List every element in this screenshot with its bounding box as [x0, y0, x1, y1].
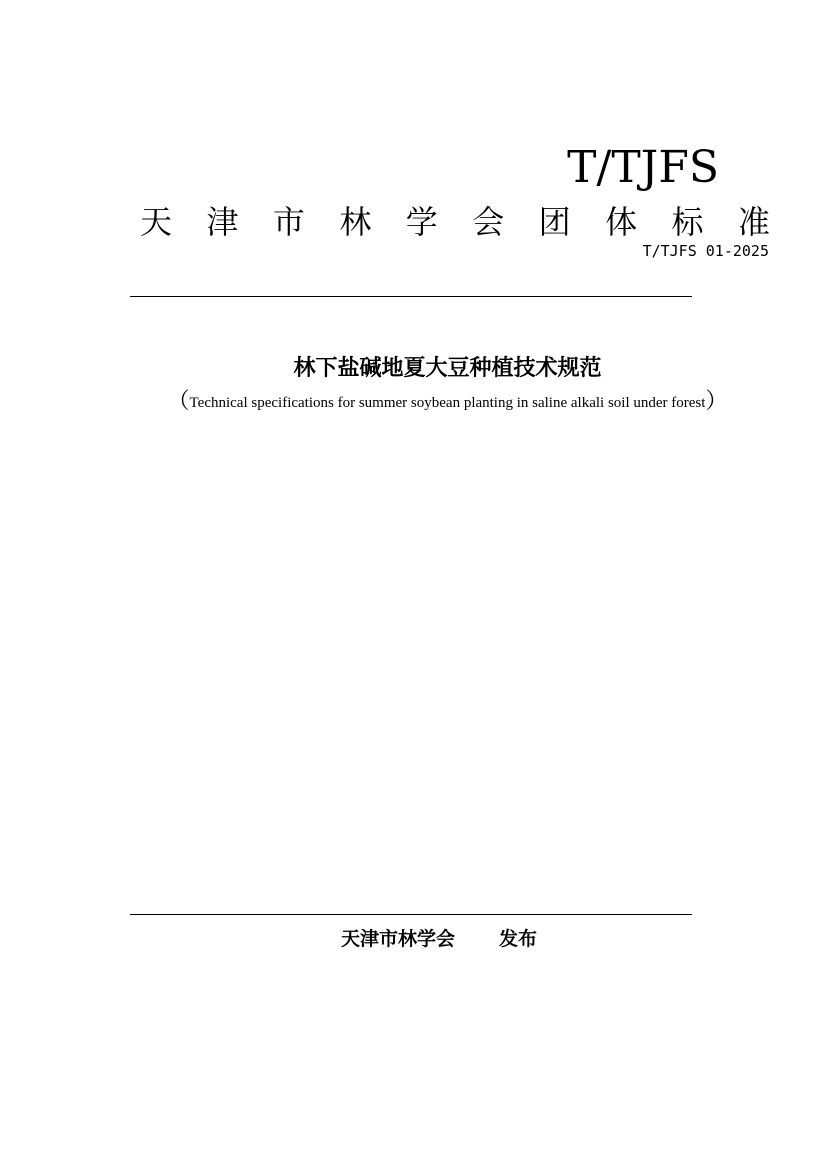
org-title-char: 体 — [605, 203, 638, 241]
document-english-title — [0, 386, 815, 418]
bottom-divider — [130, 914, 692, 915]
org-title-char: 林 — [339, 203, 372, 241]
top-divider — [130, 296, 692, 297]
close-paren: ） — [705, 388, 728, 413]
standard-number: T/TJFS 01-2025 — [642, 242, 769, 260]
org-title-char: 天 — [140, 203, 173, 241]
org-title-char: 会 — [472, 203, 505, 241]
english-title-text: Technical specifications for summer soybean planting in saline alkali soil under forest — [189, 395, 706, 411]
org-title-char: 标 — [671, 203, 704, 241]
open-paren: （ — [167, 388, 190, 413]
org-title-char: 学 — [405, 203, 438, 241]
org-title-char: 团 — [538, 203, 571, 241]
publish-action: 发布 — [499, 928, 538, 950]
publisher-name: 天津市林学会 — [341, 928, 456, 950]
org-title-char: 津 — [206, 203, 239, 241]
publisher-line — [341, 924, 537, 954]
org-title-char: 市 — [272, 203, 305, 241]
org-title-char: 准 — [737, 203, 770, 241]
document-title: 林下盐碱地夏大豆种植技术规范 — [293, 356, 602, 381]
standard-code: T/TJFS — [567, 142, 719, 193]
